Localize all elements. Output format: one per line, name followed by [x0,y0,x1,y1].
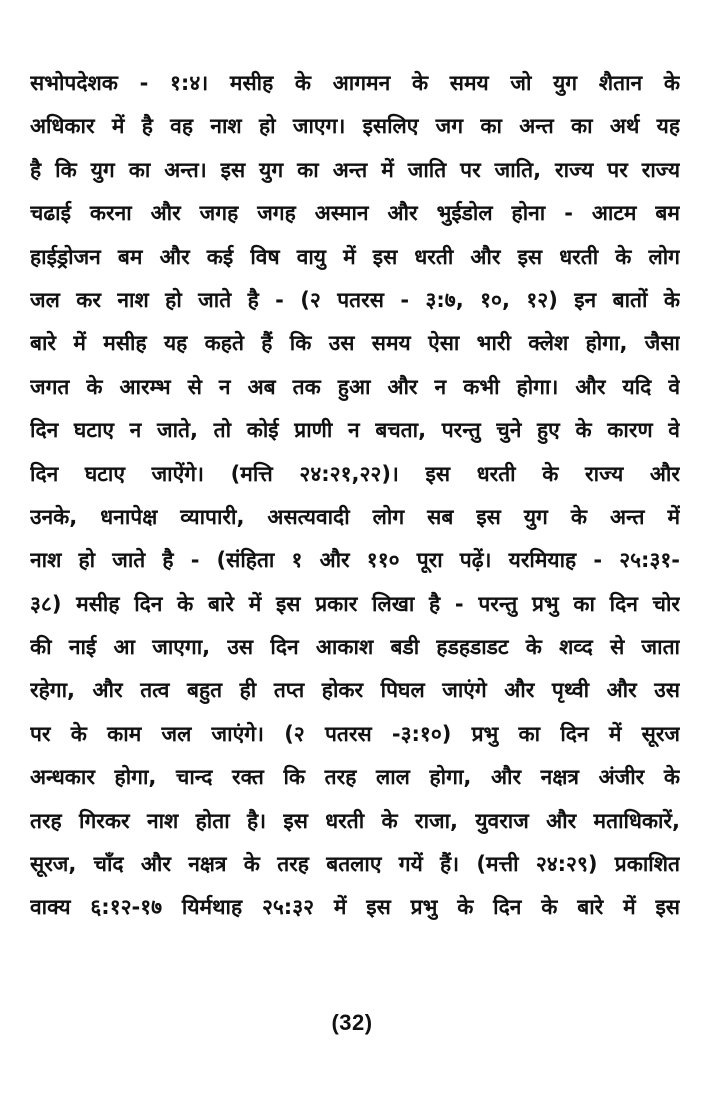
text-line: दिन घटाए न जाते, तो कोई प्राणी न बचता, परन्तु चुने हुए के कारण वे [30,418,680,443]
text-line: उनके, धनापेक्ष व्यापारी, असत्यवादी लोग सब इस युग के अन्त में [30,504,680,529]
text-line: जल कर नाश हो जाते है - (२ पतरस - ३:७, १०, १२) इन बातों के [30,287,680,312]
text-line: पर के काम जल जाएंगे। (२ पतरस -३:१०) प्रभु का दिन में सूरज [30,721,680,746]
text-line: रहेगा, और तत्व बहुत ही तप्त होकर पिघल जाएंगे और पृथ्वी और उस [30,678,680,703]
text-line: चढाई करना और जगह जगह अस्मान और भुईडोल होना - आटम बम [30,201,680,226]
text-line: की नाई आ जाएगा, उस दिन आकाश बडी हडहडाडट के शव्द से जाता [30,635,680,660]
text-line: सूरज, चाँद और नक्षत्र के तरह बतलाए गयें हैं। (मत्ती २४:२९) प्रकाशित [30,852,680,877]
text-line: जगत के आरम्भ से न अब तक हुआ और न कभी होगा। और यदि वे [30,374,680,399]
text-line: अन्धकार होगा, चान्द रक्त कि तरह लाल होगा, और नक्षत्र अंजीर के [30,765,680,790]
text-line: दिन घटाए जाऐंगे। (मत्ति २४:२१,२२)। इस धरती के राज्य और [30,461,680,486]
text-line: वाक्य ६:१२-१७ यिर्मथाह २५:३२ में इस प्रभु के दिन के बारे में इस [30,895,680,920]
text-line: ३८) मसीह दिन के बारे में इस प्रकार लिखा है - परन्तु प्रभु का दिन चोर [30,591,680,616]
page-number: (32) [331,1010,373,1035]
text-line: तरह गिरकर नाश होता है। इस धरती के राजा, युवराज और मताधिकारें, [30,808,680,833]
text-line: है कि युग का अन्त। इस युग का अन्त में जाति पर जाति, राज्य पर राज्य [30,157,680,182]
text-line: बारे में मसीह यह कहते हैं कि उस समय ऐसा भारी क्लेश होगा, जैसा [30,331,680,356]
body-text [30,62,680,930]
text-line: अधिकार में है वह नाश हो जाएग। इसलिए जग का अन्त का अर्थ यह [30,114,680,139]
text-line: हाईड्रोजन बम और कई विष वायु में इस धरती और इस धरती के लोग [30,244,680,269]
text-line: नाश हो जाते है - (संहिता १ और ११० पूरा पढ़ें। यरमियाह - २५:३१- [30,548,680,573]
text-line: सभोपदेशक - १:४। मसीह के आगमन के समय जो युग शैतान के [30,71,680,95]
